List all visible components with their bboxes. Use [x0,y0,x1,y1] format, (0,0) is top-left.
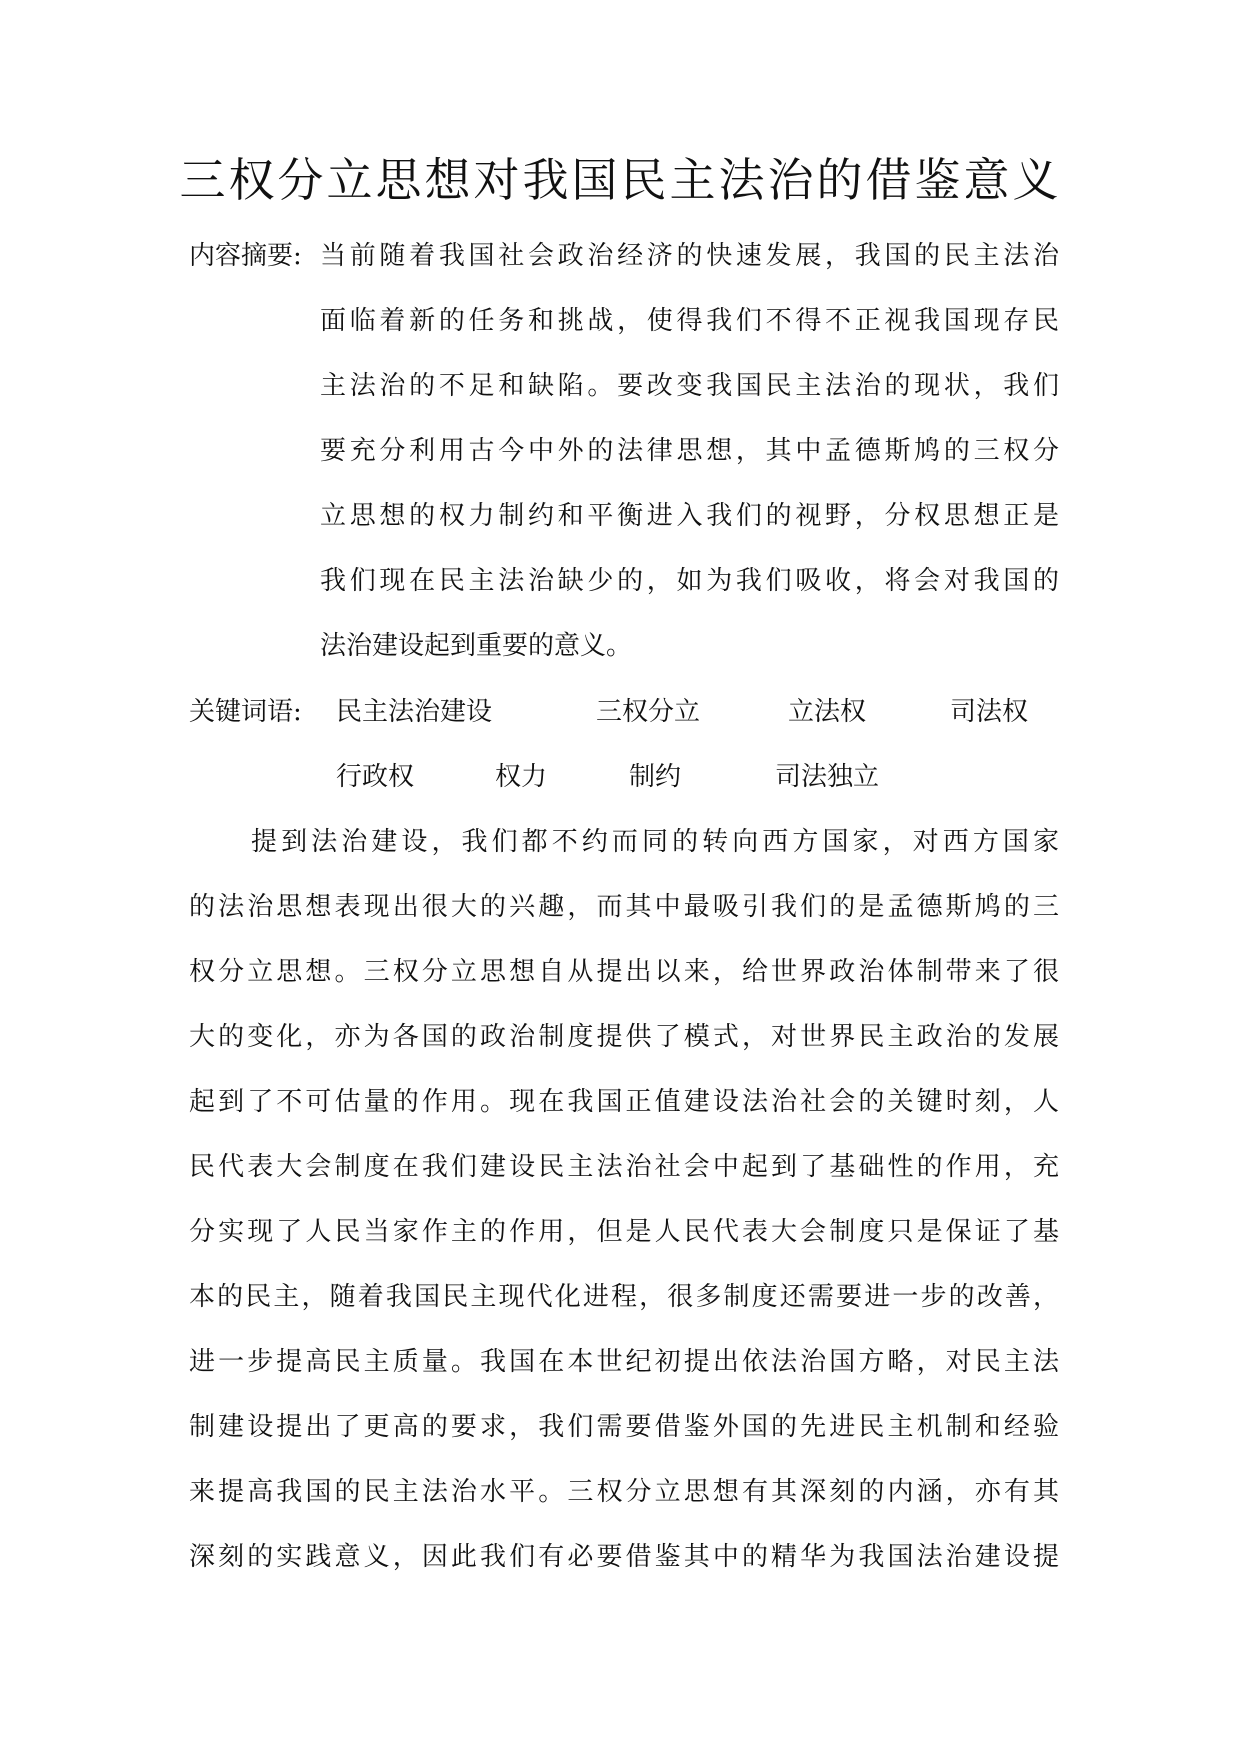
abstract-line: 法治建设起到重要的意义。 [320,631,633,661]
body-line: 大的变化，亦为各国的政治制度提供了模式，对世界民主政治的发展 [189,1022,1059,1052]
document-title: 三权分立思想对我国民主法治的借鉴意义 [179,153,1062,207]
abstract-line: 主法治的不足和缺陷。要改变我国民主法治的现状，我们 [320,371,1059,401]
keywords-label: 关键词语: [189,697,302,727]
keyword-item: 制约 [629,762,682,792]
abstract-line: 当前随着我国社会政治经济的快速发展，我国的民主法治 [320,241,1059,271]
body-line: 进一步提高民主质量。我国在本世纪初提出依法治国方略，对民主法 [189,1347,1059,1377]
body-line: 来提高我国的民主法治水平。三权分立思想有其深刻的内涵，亦有其 [189,1477,1059,1507]
body-line: 制建设提出了更高的要求，我们需要借鉴外国的先进民主机制和经验 [189,1412,1059,1442]
abstract-row [189,289,1059,354]
abstract-line: 要充分利用古今中外的法律思想，其中孟德斯鸠的三权分 [320,436,1059,466]
body-line: 民代表大会制度在我们建设民主法治社会中起到了基础性的作用，充 [189,1152,1059,1182]
abstract-line: 立思想的权力制约和平衡进入我们的视野，分权思想正是 [320,501,1059,531]
keyword-item: 三权分立 [596,697,701,727]
keyword-item: 司法权 [950,697,1029,727]
abstract-row [189,484,1059,549]
body-line: 本的民主，随着我国民主现代化进程，很多制度还需要进一步的改善， [189,1282,1059,1312]
abstract-row [189,224,1059,289]
abstract-row [189,419,1059,484]
keyword-item: 行政权 [336,762,415,792]
abstract-label: 内容摘要: [189,241,302,271]
keyword-item: 民主法治建设 [336,697,493,727]
abstract-row [189,614,1059,679]
body-paragraph [189,810,1059,1590]
abstract-row [189,549,1059,614]
keywords-row [189,680,1059,745]
abstract-section [189,224,1059,679]
keywords-row [189,745,1059,810]
body-line: 提到法治建设，我们都不约而同的转向西方国家，对西方国家 [251,827,1059,857]
keyword-item: 司法独立 [775,762,880,792]
body-line: 深刻的实践意义，因此我们有必要借鉴其中的精华为我国法治建设提 [189,1542,1059,1572]
body-line: 权分立思想。三权分立思想自从提出以来，给世界政治体制带来了很 [189,957,1059,987]
keyword-item: 权力 [495,762,548,792]
abstract-line: 我们现在民主法治缺少的，如为我们吸收，将会对我国的 [320,566,1059,596]
abstract-line: 面临着新的任务和挑战，使得我们不得不正视我国现存民 [320,306,1059,336]
body-line: 起到了不可估量的作用。现在我国正值建设法治社会的关键时刻，人 [189,1087,1059,1117]
keywords-section [189,680,1059,810]
abstract-row [189,354,1059,419]
body-line: 的法治思想表现出很大的兴趣，而其中最吸引我们的是孟德斯鸠的三 [189,892,1059,922]
body-line: 分实现了人民当家作主的作用，但是人民代表大会制度只是保证了基 [189,1217,1059,1247]
keyword-item: 立法权 [788,697,867,727]
